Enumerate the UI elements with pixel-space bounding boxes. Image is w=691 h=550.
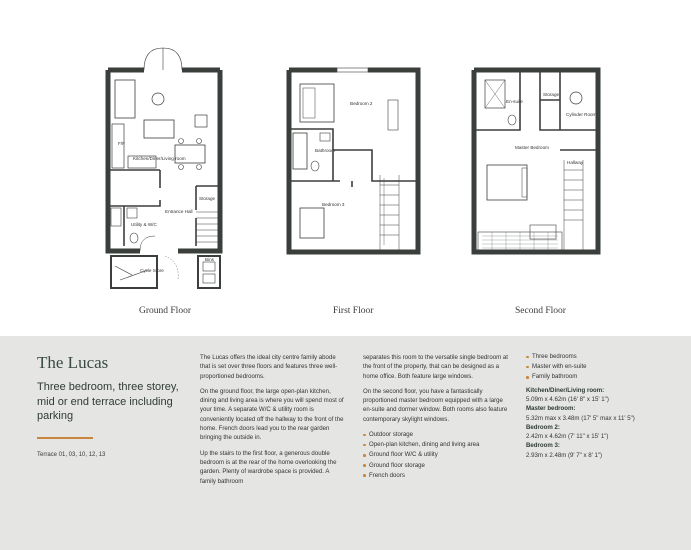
description-paragraph: Up the stairs to the first floor, a generous double bedroom is at the rear of the home overlooking the garden. Plenty of wardrobe space is provided. A family bathroom <box>200 449 337 485</box>
room-label-bathroom: Bathroom <box>315 148 335 153</box>
feature-item: Ground floor W/C & utility <box>363 450 511 460</box>
description-paragraph: The Lucas offers the ideal city centre family abode that is set over three floors and features three well-proportioned bedrooms. <box>200 354 338 380</box>
feature-item: Family bathroom <box>526 372 666 382</box>
feature-item: French doors <box>363 471 511 481</box>
room-label-utility: Utility & W/C <box>131 222 157 227</box>
dimension-label: Kitchen/Diner/Living room: <box>526 386 605 394</box>
dimension-label: Bedroom 2: <box>526 423 560 431</box>
dimension-value: 5.09m x 4.62m (16' 8" x 15' 1") <box>526 395 609 403</box>
room-label-bedroom2: Bedroom 2 <box>350 101 373 106</box>
room-label-ensuite: En-suite <box>506 99 523 104</box>
room-label-cylinder: Cylinder Room <box>566 112 597 117</box>
bedroom-feature-list <box>526 352 666 383</box>
feature-item: Master with en-suite <box>526 362 666 372</box>
feature-item: Open-plan kitchen, dining and living area <box>363 440 511 450</box>
description-paragraph: On the second floor, you have a fantastically proportioned master bedroom equipped with a large en-suite and dormer window. Both rooms also feature contemporary skylight windows. <box>363 387 508 423</box>
room-label-hallway: Hallway <box>567 160 584 165</box>
feature-list <box>363 430 511 481</box>
details-column <box>526 352 666 460</box>
second-floor-label: Second Floor <box>515 306 566 316</box>
ground-floor-label: Ground Floor <box>139 306 191 316</box>
room-label-bins: Bins <box>205 257 214 262</box>
dimension-value: 2.93m x 2.48m (9' 7" x 8' 1") <box>526 451 603 459</box>
page-title: The Lucas <box>37 353 109 372</box>
dimension-label: Master bedroom: <box>526 405 576 413</box>
room-label-ff: F/F <box>118 141 125 146</box>
dimension-value: 5.32m max x 3.48m (17' 5" max x 11' 5") <box>526 414 635 422</box>
dimension-block <box>526 386 666 460</box>
ground-floor-plan <box>108 48 220 288</box>
room-label-bedroom3: Bedroom 3 <box>322 202 345 207</box>
room-label-entrance: Entrance Hall <box>165 209 193 214</box>
page-subtitle: Three bedroom, three storey, mid or end terrace including parking <box>37 381 179 422</box>
description-column-1 <box>200 353 346 492</box>
dimension-value: 2.42m x 4.62m (7' 11" x 15' 1") <box>526 433 609 441</box>
feature-item: Outdoor storage <box>363 430 511 440</box>
room-label-storage-ground: Storage <box>199 196 216 201</box>
description-column-2 <box>363 353 511 481</box>
description-paragraph: separates this room to the versatile single bedroom at the front of the property, that can be designed as a home office. Both feature large windows. <box>363 354 508 380</box>
feature-item: Ground floor storage <box>363 461 511 471</box>
accent-rule <box>37 437 93 439</box>
first-floor-label: First Floor <box>333 306 374 316</box>
dimension-label: Bedroom 3: <box>526 442 560 450</box>
room-label-cycle-store: Cycle Store <box>140 268 164 273</box>
room-label-kitchen: Kitchen/Diner/Living room <box>133 156 186 161</box>
room-label-storage-second: Storage <box>543 92 560 97</box>
terrace-numbers: Terrace 01, 03, 10, 12, 13 <box>37 452 106 458</box>
feature-item: Three bedrooms <box>526 352 666 362</box>
first-floor-plan <box>289 68 418 252</box>
description-paragraph: On the ground floor, the large open-plan kitchen, dining and living area is where you will spend most of your time. A separate W/C & utility room is conveniently located off the hallway to the front of the home. French doors lead you to the rear garden bringing the outside in. <box>200 387 344 442</box>
room-label-master: Master Bedroom <box>515 145 549 150</box>
